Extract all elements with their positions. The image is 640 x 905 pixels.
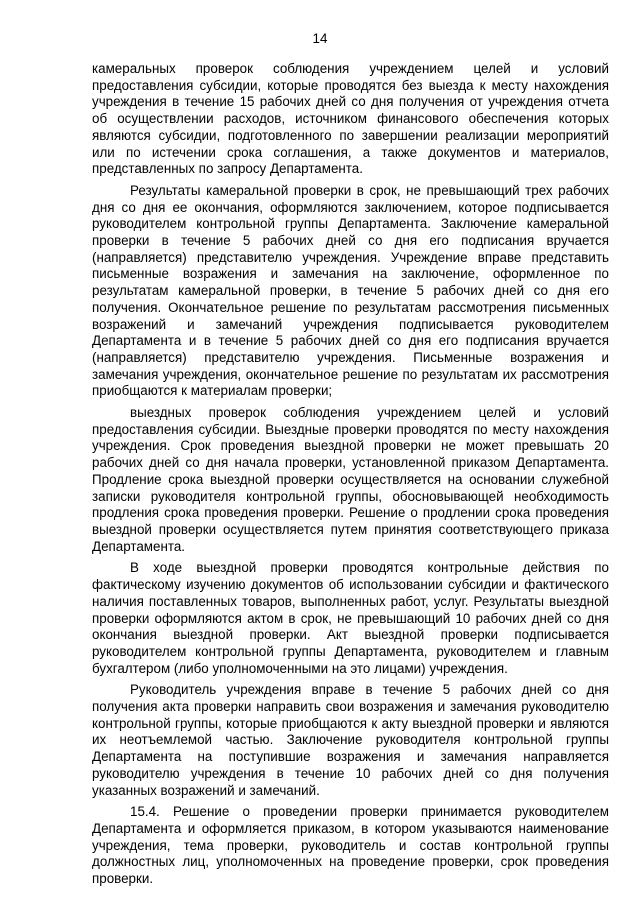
paragraph-desk-audits-continued: камеральных проверок соблюдения учреждением целей и условий предоставления субсидии, которые проводятся без выезда к месту нахождения учреждения в течение 15 рабочих дней со дня получения от учреждения отчета об осуществлении расходов, источником финансового обеспечения которых являются субсидии, подготовленного по завершении реализации мероприятий или по истечении срока соглашения, а также документов и материалов, представленных по запросу Департамента. bbox=[92, 61, 609, 177]
paragraph-field-audits: выездных проверок соблюдения учреждением целей и условий предоставления субсидии. Выездные проверки проводятся по месту нахождения учреждения. Срок проведения выездной проверки не может превышать 20 рабочих дней со дня начала проверки, установленной приказом Департамента. Продление срока выездной проверки осуществляется на основании служебной записки руководителя контрольной группы, обосновывающей необходимость продления срока проведения проверки. Решение о продлении срока проведения выездной проверки осуществляется путем принятия соответствующего приказа Департамента. bbox=[92, 405, 609, 554]
paragraph-15-4-audit-decision: 15.4. Решение о проведении проверки принимается руководителем Департамента и оформляется приказом, в котором указываются наименование учреждения, тема проверки, руководитель и состав контрольной группы должностных лиц, уполномоченных на проведение проверки, срок проведения проверки. bbox=[92, 804, 609, 887]
paragraph-objections: Руководитель учреждения вправе в течение 5 рабочих дней со дня получения акта проверки направить свои возражения и замечания руководителю контрольной группы, которые приобщаются к акту выездной проверки и являются их неотъемлемой частью. Заключение руководителя контрольной группы Департамента на поступившие возражения и замечания направляется руководителю учреждения в течение 10 рабочих дней со дня получения указанных возражений и замечаний. bbox=[92, 682, 609, 798]
paragraph-field-audit-actions: В ходе выездной проверки проводятся контрольные действия по фактическому изучению документов об использовании субсидии и фактического наличия поставленных товаров, выполненных работ, услуг. Результаты выездной проверки оформляются актом в срок, не превышающий 10 рабочих дней со дня окончания выездной проверки. Акт выездной проверки подписывается руководителем контрольной группы Департамента, руководителем и главным бухгалтером (либо уполномоченными на это лицами) учреждения. bbox=[92, 560, 609, 676]
paragraph-desk-audit-results: Результаты камеральной проверки в срок, не превышающий трех рабочих дня со дня ее окончания, оформляются заключением, которое подписывается руководителем контрольной группы Департамента. Заключение камеральной проверки в течение 5 рабочих дней со дня его подписания вручается (направляется) представителю учреждения. Учреждение вправе представить письменные возражения и замечания на заключение, оформленное по результатам камеральной проверки, в течение 5 рабочих дней со дня его получения. Окончательное решение по результатам рассмотрения письменных возражений и замечаний учреждения подписывается руководителем Департамента и в течение 5 рабочих дней со дня его подписания вручается (направляется) представителю учреждения. Письменные возражения и замечания учреждения, окончательное решение по результатам их рассмотрения приобщаются к материалам проверки; bbox=[92, 182, 609, 399]
page-number: 14 bbox=[312, 31, 328, 46]
document-body bbox=[92, 61, 609, 888]
